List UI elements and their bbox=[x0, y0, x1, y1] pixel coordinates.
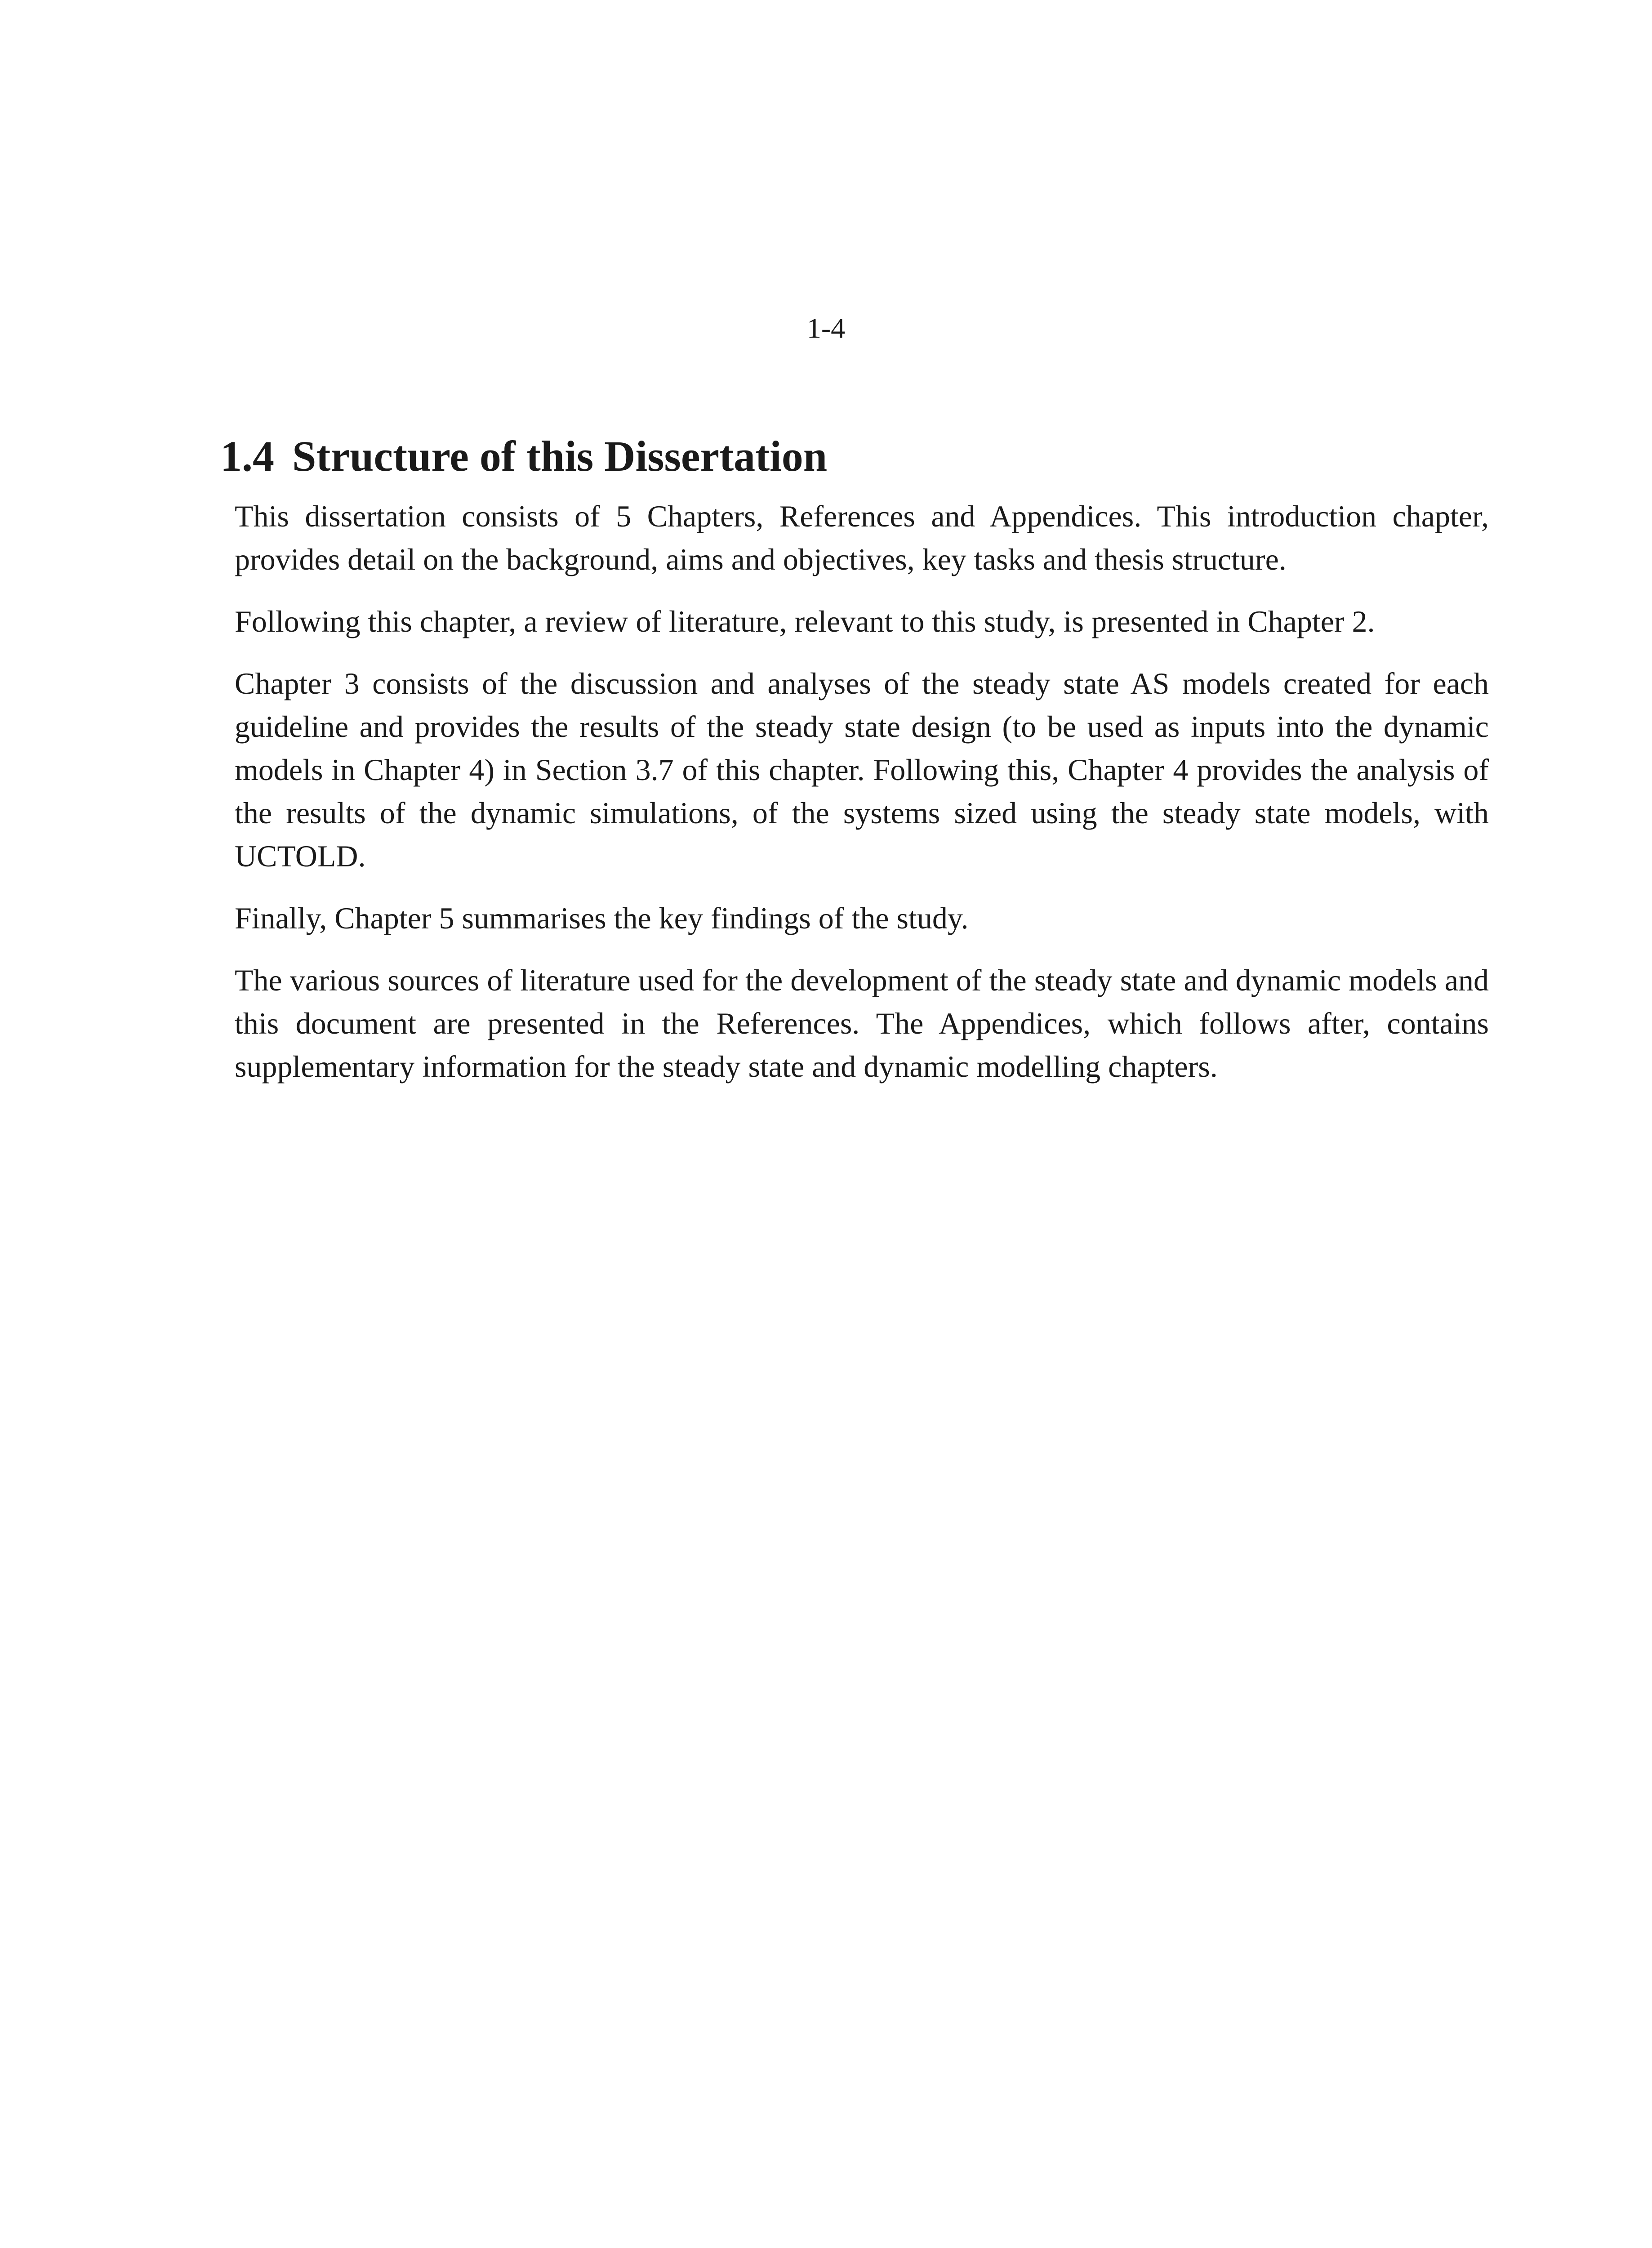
paragraph-chapter-2: Following this chapter, a review of literature, relevant to this study, is presented in Chapter 2. bbox=[235, 604, 1375, 638]
page-number: 1-4 bbox=[806, 312, 846, 344]
section-title: Structure of this Dissertation bbox=[292, 432, 828, 480]
body-text bbox=[235, 495, 1489, 1107]
section-heading bbox=[220, 429, 827, 483]
paragraph-chapter-5: Finally, Chapter 5 summarises the key findings of the study. bbox=[235, 901, 969, 935]
paragraph-references-appendices: The various sources of literature used for the development of the steady state and dynamic models and this document are presented in the References. The Appendices, which follows after, contains supplementary information for the steady state and dynamic modelling chapters. bbox=[235, 963, 1489, 1084]
paragraph-structure-overview: This dissertation consists of 5 Chapters, References and Appendices. This introduction chapter, provides detail on the background, aims and objectives, key tasks and thesis structure. bbox=[235, 499, 1489, 576]
paragraph-chapters-3-4: Chapter 3 consists of the discussion and analyses of the steady state AS models created for each guideline and provides the results of the steady state design (to be used as inputs into the dynamic models in Chapter 4) in Section 3.7 of this chapter. Following this, Chapter 4 provides the analysis of the results of the dynamic simulations, of the systems sized using the steady state models, with UCTOLD. bbox=[235, 666, 1489, 873]
section-number: 1.4 bbox=[220, 432, 274, 480]
